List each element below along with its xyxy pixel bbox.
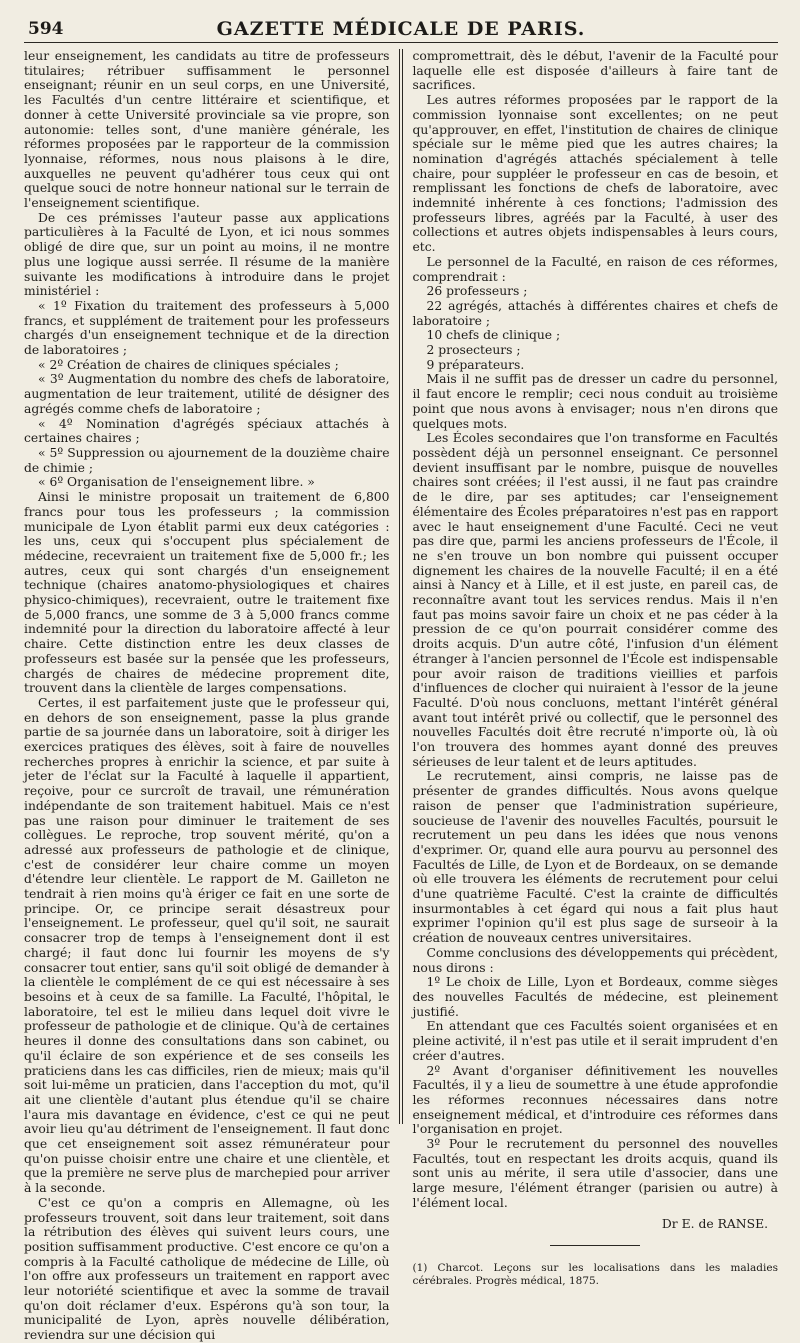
paragraph: Ainsi le ministre proposait un traitement de 6,800 francs pour tous les professeurs ; la commission municipale de Lyon établit parmi eux deux catégories : les uns, ceux qui s'occupent plus spécialement de médecine, recevraient un traitement fixe de 5,000 fr.; les autres, ceux qui sont chargés d'un enseignement technique (chaires anatomo-physiologiques et chaires physico-chimiques), recevraient, outre le traitement fixe de 5,000 francs, une somme de 3 à 5,000 francs comme indemnité pour la direction du laboratoire affecté à leur chaire. Cette distinction entre les deux classes de professeurs est basée sur la pensée que les professeurs, chargés de chaires de médecine proprement dite, trouvent dans la clientèle de larges compensations. [24, 490, 390, 696]
paragraph: « 6º Organisation de l'enseignement libre. » [38, 475, 315, 490]
paragraph: 1º Le choix de Lille, Lyon et Bordeaux, comme sièges des nouvelles Facultés de médecine, est pleinement justifié. [412, 975, 778, 1019]
paragraph: 3º Pour le recrutement du personnel des nouvelles Facultés, tout en respectant les droits acquis, quand ils sont unis au mérite, il sera utile d'associer, dans une large mesure, l'élément étranger (parisien ou autre) à l'élément local. [412, 1137, 778, 1210]
paragraph: Le recrutement, ainsi compris, ne laisse pas de présenter de grandes difficultés. Nous avons quelque raison de penser que l'administration supérieure, soucieuse de l'avenir des nouvelles Facultés, poursuit le recrutement un peu dans les idées que nous venons d'exprimer. Or, quand elle aura pourvu au personnel des Facultés de Lille, de Lyon et de Bordeaux, on se demande où elle trouvera les éléments de recrutement pour celui d'une quatrième Faculté. C'est la crainte de difficultés insurmontables à cet égard qui nous a fait plus haut exprimer l'opinion qu'il est plus sage de surseoir à la création de nouveaux centres universitaires. [412, 769, 778, 946]
page-header [24, 16, 778, 43]
paragraph: « 2º Création de chaires de cliniques spéciales ; [38, 357, 339, 372]
paragraph: Le personnel de la Faculté, en raison de ces réformes, comprendrait : [412, 254, 778, 284]
paragraph: Certes, il est parfaitement juste que le professeur qui, en dehors de son enseignement, passe la plus grande partie de sa journée dans un laboratoire, soit à diriger les exercices pratiques des élèves, soit à faire de nouvelles recherches propres à enrichir la science, et par suite à jeter de l'éclat sur la Faculté à laquelle il appartient, reçoive, pour ce surcroît de travail, une rémunération indépendante de son traitement habituel. Mais ce n'est pas une raison pour diminuer le traitement de ses collègues. Le reproche, trop souvent mérité, qu'on a adressé aux professeurs de pathologie et de clinique, c'est de considérer leur chaire comme un moyen d'étendre leur clientèle. Le rapport de M. Gailleton ne tendrait à rien moins qu'à ériger ce fait en une sorte de principe. Or, ce principe serait désastreux pour l'enseignement. Le professeur, quel qu'il soit, ne saurait consacrer trop de temps à l'enseignement dont il est chargé; il faut donc lui fournir les moyens de s'y consacrer tout entier, sans qu'il soit obligé de demander à la clientèle le complément de ce qui est nécessaire à ses besoins et à ceux de sa famille. La Faculté, l'hôpital, le laboratoire, tel est le milieu dans lequel doit vivre le professeur de pathologie et de clinique. Qu'à de certaines heures il donne des consultations dans son cabinet, ou qu'il éclaire de son expérience et de ses conseils les praticiens dans les cas difficiles, rien de mieux; mais qu'il soit lui-même un praticien, dans l'acception du mot, qu'il ait une clientèle d'autant plus étendue qu'il se chaire l'aura mis davantage en évidence, c'est ce qui ne peut avoir lieu qu'au détriment de l'enseignement. Il faut donc que cet enseignement soit assez rémunérateur pour qu'on puisse choisir entre une chaire et une clientèle, et que la première ne serve plus de marchepied pour arriver à la seconde. [24, 695, 390, 1196]
footnote-separator [550, 1245, 640, 1246]
page-number: 594 [28, 19, 64, 39]
paragraph: 2º Avant d'organiser définitivement les nouvelles Facultés, il y a lieu de soumettre à une étude approfondie les réformes reconnues nécessaires dans notre enseignement médical, et d'introduire ces réformes dans l'organisation en projet. [412, 1063, 778, 1137]
paragraph: C'est ce qu'on a compris en Allemagne, où les professeurs trouvent, soit dans leur traitement, soit dans la rétribution des élèves qui suivent leurs cours, une position suffisamment productive. C'est encore ce qu'on a compris à la Faculté catholique de médecine de Lille, où l'on offre aux professeurs un traitement en rapport avec leur notoriété scientifique et avec la somme de travail qu'on doit réclamer d'eux. Espérons qu'à son tour, la municipalité de Lyon, après nouvelle délibération, reviendra sur une décision qui [24, 1195, 390, 1343]
paragraph: Mais il ne suffit pas de dresser un cadre du personnel, il faut encore le remplir; ceci nous conduit au troisième point que nous avons à envisager; nous n'en dirons que quelques mots. [412, 372, 778, 431]
paragraph: Les autres réformes proposées par le rapport de la commission lyonnaise sont excellentes; on ne peut qu'approuver, en effet, l'institution de chaires de clinique spéciale sur le même pied que les autres chaires; la nomination d'agrégés attachés spécialement à telle chaire, pour suppléer le professeur en cas de besoin, et remplissant les fonctions de chefs de laboratoire, avec indemnité inhérente à ces fonctions; l'admission des professeurs libres, agréés par la Faculté, à user des collections et autres objets indispensables à leurs cours, etc. [412, 93, 778, 255]
paragraph: De ces prémisses l'auteur passe aux applications particulières à la Faculté de Lyon, et ici nous sommes obligé de dire que, sur un point au moins, il ne montre plus une logique aussi serrée. Il résume de la manière suivante les modifications à introduire dans le projet ministériel : [24, 210, 390, 299]
paragraph: leur enseignement, les candidats au titre de professeurs titulaires; rétribuer suffisamment le personnel enseignant; réunir en un seul corps, en une Université, les Facultés d'un centre littéraire et scientifique, et donner à cette Université provinciale sa vie propre, son autonomie: telles sont, d'une manière générale, les réformes proposées par le rapporteur de la commission lyonnaise, réformes, nous nous plaisons à le dire, auxquelles ne peuvent qu'adhérer tous ceux qui ont quelque souci de notre honneur national sur le terrain de l'enseignement scientifique. [24, 49, 390, 211]
author-signature: Dr E. de RANSE. [661, 1216, 768, 1231]
right-column [412, 49, 778, 1288]
left-column [24, 49, 390, 1343]
paragraph: Comme conclusions des développements qui précèdent, nous dirons : [412, 945, 778, 975]
paragraph: En attendant que ces Facultés soient organisées et en pleine activité, il n'est pas utile et il serait imprudent d'en créer d'autres. [412, 1019, 778, 1063]
paragraph: « 1º Fixation du traitement des professeurs à 5,000 francs, et supplément de traitement pour les professeurs chargés d'un enseignement technique et de la direction de laboratoires ; [24, 298, 390, 358]
column-rule [399, 49, 404, 1124]
paragraph: 26 professeurs ; [426, 284, 528, 299]
paragraph: 9 préparateurs. [426, 357, 525, 372]
paragraph: 10 chefs de clinique ; [426, 328, 561, 343]
article-columns [24, 49, 778, 1343]
paragraph: « 4º Nomination d'agrégés spéciaux attachés à certaines chaires ; [24, 416, 390, 446]
journal-title: GAZETTE MÉDICALE DE PARIS. [216, 18, 586, 40]
paragraph: compromettrait, dès le début, l'avenir de la Faculté pour laquelle elle est disposée d'ailleurs à faire tant de sacrifices. [412, 49, 778, 93]
paragraph: 22 agrégés, attachés à différentes chaires et chefs de laboratoire ; [412, 298, 778, 328]
paragraph: Les Écoles secondaires que l'on transforme en Facultés possèdent déjà un personnel enseignant. Ce personnel devient insuffisant par le nombre, puisque de nouvelles chaires sont créées; il l'est aussi, il ne faut pas craindre de le dire, par ses aptitudes; car l'enseignement élémentaire des Écoles préparatoires n'est pas en rapport avec le haut enseignement d'une Faculté. Ceci ne veut pas dire que, parmi les anciens professeurs de l'École, il ne s'en trouve un bon nombre qui puissent occuper dignement les chaires de la nouvelle Faculté; il en a été ainsi à Nancy et à Lille, et il est juste, en pareil cas, de reconnaître avant tout les services rendus. Mais il n'en faut pas moins savoir faire un choix et ne pas céder à la pression de ce qu'on pourrait considérer comme des droits acquis. D'un autre côté, l'infusion d'un élément étranger à l'ancien personnel de l'École est indispensable pour avoir raison de traditions vieillies et parfois d'influences de clocher qui nuiraient à l'essor de la jeune Faculté. D'où nous concluons, mettant l'intérêt général avant tout intérêt privé ou collectif, que le personnel des nouvelles Facultés doit être recruté n'importe où, là où l'on trouvera des hommes ayant donné des preuves sérieuses de leur talent et de leurs aptitudes. [412, 431, 778, 769]
right-column-paragraphs [412, 49, 778, 1211]
paragraph: « 3º Augmentation du nombre des chefs de laboratoire, augmentation de leur traitement, utilité de désigner des agrégés comme chefs de laboratoire ; [24, 372, 390, 416]
footnote: (1) Charcot. Leçons sur les localisations dans les maladies cérébrales. Progrès médical, 1875. [412, 1262, 778, 1288]
paragraph: 2 prosecteurs ; [426, 343, 521, 358]
paragraph: « 5º Suppression ou ajournement de la douzième chaire de chimie ; [24, 445, 390, 475]
